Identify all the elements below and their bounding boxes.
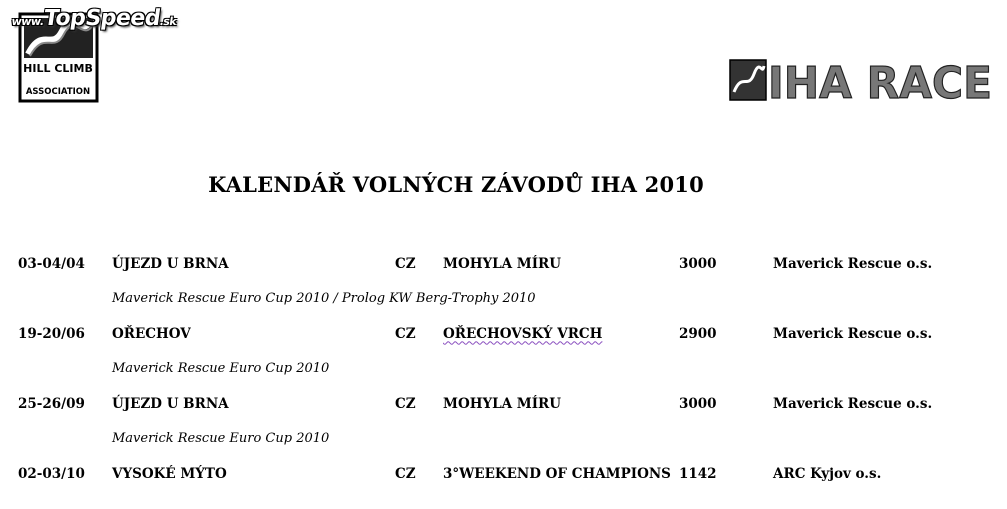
event-place: OŘECHOV xyxy=(112,325,191,342)
event-organizer: ARC Kyjov o.s. xyxy=(773,465,882,482)
event-date: 25-26/09 xyxy=(18,395,85,412)
table-row xyxy=(18,246,988,281)
event-country: CZ xyxy=(395,255,416,272)
iha-race-logo xyxy=(728,56,996,104)
table-row-series xyxy=(18,351,988,386)
event-place: VYSOKÉ MÝTO xyxy=(112,465,227,482)
event-length: 2900 xyxy=(679,325,717,342)
table-row xyxy=(18,456,988,491)
event-country: CZ xyxy=(395,395,416,412)
event-track: MOHYLA MÍRU xyxy=(443,255,562,272)
event-track: 3°WEEKEND OF CHAMPIONS xyxy=(443,465,671,482)
table-row xyxy=(18,386,988,421)
event-organizer: Maverick Rescue o.s. xyxy=(773,255,933,272)
event-length: 3000 xyxy=(679,255,717,272)
table-row-series xyxy=(18,421,988,456)
event-country: CZ xyxy=(395,325,416,342)
logo-right-text: IHA RACE xyxy=(768,58,992,104)
event-date: 02-03/10 xyxy=(18,465,85,482)
event-track-text: OŘECHOVSKÝ VRCH xyxy=(443,325,603,342)
event-place: ÚJEZD U BRNA xyxy=(112,395,229,412)
watermark-prefix: www. xyxy=(10,15,45,28)
watermark-suffix: .sk xyxy=(158,15,178,28)
page-title: KALENDÁŘ VOLNÝCH ZÁVODŮ IHA 2010 xyxy=(208,172,704,197)
event-organizer: Maverick Rescue o.s. xyxy=(773,325,933,342)
event-track: MOHYLA MÍRU xyxy=(443,395,562,412)
event-series: Maverick Rescue Euro Cup 2010 xyxy=(112,361,330,376)
event-place: ÚJEZD U BRNA xyxy=(112,255,229,272)
event-date: 19-20/06 xyxy=(18,325,85,342)
table-row-series xyxy=(18,281,988,316)
event-date: 03-04/04 xyxy=(18,255,85,272)
watermark-main: TopSpeed xyxy=(42,6,162,31)
event-length: 1142 xyxy=(679,465,717,482)
event-country: CZ xyxy=(395,465,416,482)
event-series: Maverick Rescue Euro Cup 2010 / Prolog KW Berg-Trophy 2010 xyxy=(112,291,536,306)
events-table xyxy=(18,246,988,491)
event-organizer: Maverick Rescue o.s. xyxy=(773,395,933,412)
event-series: Maverick Rescue Euro Cup 2010 xyxy=(112,431,330,446)
event-length: 3000 xyxy=(679,395,717,412)
logo-left-line-1: HILL CLIMB xyxy=(23,62,93,75)
topspeed-watermark xyxy=(10,6,178,31)
logo-left-line-2: ASSOCIATION xyxy=(25,87,91,97)
table-row xyxy=(18,316,988,351)
event-track xyxy=(443,316,679,351)
